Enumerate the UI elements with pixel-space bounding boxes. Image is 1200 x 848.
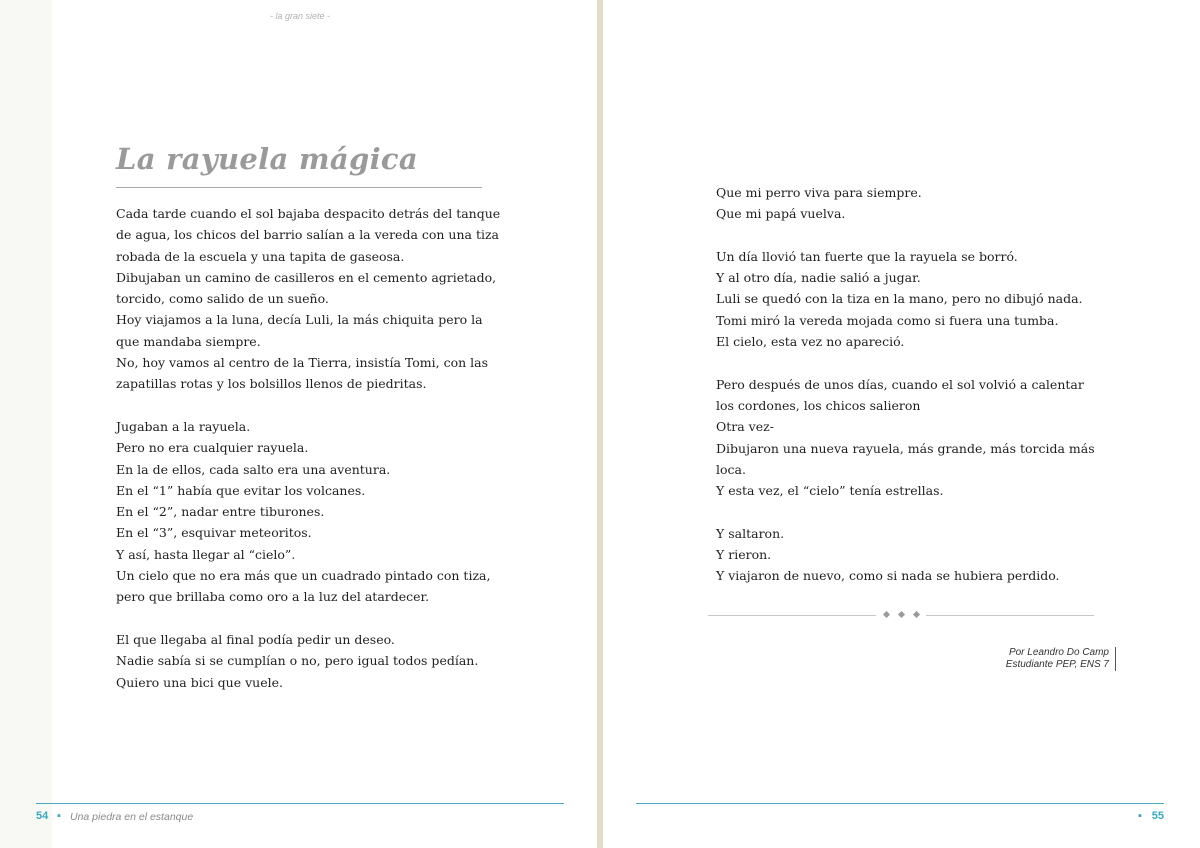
text-line: pero que brillaba como oro a la luz del atardecer. <box>116 589 430 605</box>
text-line: Un cielo que no era más que un cuadrado pintado con tiza, <box>116 568 491 584</box>
footer-rule-right <box>636 803 1164 804</box>
text-line: En el “2”, nadar entre tiburones. <box>116 504 325 520</box>
text-line: El cielo, esta vez no apareció. <box>716 334 905 350</box>
text-line: loca. <box>716 461 746 477</box>
text-line: Dibujaron una nueva rayuela, más grande, más torcida más <box>716 440 1095 456</box>
text-line: El que llegaba al final podía pedir un deseo. <box>116 631 395 647</box>
text-line: Otra vez- <box>716 419 774 435</box>
text-line: Y esta vez, el “cielo” tenía estrellas. <box>716 483 944 499</box>
text-line: Tomi miró la vereda mojada como si fuera una tumba. <box>716 312 1059 328</box>
divider-rule-right <box>926 615 1094 616</box>
text-line: En el “1” había que evitar los volcanes. <box>116 482 366 498</box>
text-line: zapatillas rotas y los bolsillos llenos de piedritas. <box>116 376 427 392</box>
text-line: Hoy viajamos a la luna, decía Luli, la más chiquita pero la <box>116 312 483 328</box>
text-line: Que mi perro viva para siempre. <box>716 185 922 200</box>
divider-diamond-icon <box>898 611 905 618</box>
text-line: En la de ellos, cada salto era una aventura. <box>116 461 391 477</box>
paragraph <box>116 203 501 395</box>
paragraph <box>716 374 1116 502</box>
page-number-left: 54 <box>36 810 49 822</box>
paragraph <box>716 182 1116 225</box>
left-page-text <box>116 203 501 693</box>
text-line: Y saltaron. <box>716 525 785 541</box>
text-line: Pero después de unos días, cuando el sol volvió a calentar <box>716 376 1084 392</box>
footer-rule-left <box>36 803 564 804</box>
paragraph <box>116 416 496 608</box>
author-signature <box>1006 647 1116 671</box>
book-gutter <box>597 0 603 848</box>
text-line: Y rieron. <box>716 547 772 563</box>
divider-rule-left <box>708 615 876 616</box>
title-underline <box>116 187 482 188</box>
text-line: Y viajaron de nuevo, como si nada se hubiera perdido. <box>716 568 1060 584</box>
footer-bullet-icon: ▪ <box>1138 810 1142 822</box>
text-line: Dibujaban un camino de casilleros en el cemento agrietado, <box>116 269 497 285</box>
author-name: Por Leandro Do Camp <box>1008 647 1109 658</box>
text-line: Quiero una bici que vuele. <box>116 674 283 690</box>
text-line: torcido, como salido de un sueño. <box>116 291 329 307</box>
divider-diamond-icon <box>913 611 920 618</box>
author-affiliation: Estudiante PEP, ENS 7 <box>1005 659 1109 670</box>
text-line: Jugaban a la rayuela. <box>116 418 251 434</box>
text-line: de agua, los chicos del barrio salían a la vereda con una tiza <box>116 227 500 243</box>
running-head: - la gran siete - <box>269 11 331 21</box>
text-line: Un día llovió tan fuerte que la rayuela se borró. <box>716 248 1018 264</box>
text-line: robada de la escuela y una tapita de gaseosa. <box>116 248 405 264</box>
text-line: Nadie sabía si se cumplían o no, pero igual todos pedían. <box>116 653 479 669</box>
text-line: En el “3”, esquivar meteoritos. <box>116 525 312 541</box>
paragraph <box>716 246 1116 352</box>
text-line: Cada tarde cuando el sol bajaba despacito detrás del tanque <box>116 206 501 221</box>
footer-bullet-icon: ▪ <box>57 810 61 822</box>
story-title: La rayuela mágica <box>116 142 418 176</box>
page-number-right: 55 <box>1151 810 1164 822</box>
text-line: Y así, hasta llegar al “cielo”. <box>116 546 296 562</box>
footer-book-title: Una piedra en el estanque <box>70 811 194 823</box>
text-line: Que mi papá vuelva. <box>716 206 846 222</box>
text-line: que mandaba siempre. <box>116 333 261 349</box>
page-edge-shade <box>0 0 52 848</box>
paragraph <box>116 629 496 693</box>
text-line: Luli se quedó con la tiza en la mano, pero no dibujó nada. <box>716 291 1083 307</box>
divider-diamond-icon <box>883 611 890 618</box>
paragraph <box>716 523 1116 587</box>
text-line: los cordones, los chicos salieron <box>716 397 921 413</box>
right-page-text <box>716 182 1116 587</box>
text-line: No, hoy vamos al centro de la Tierra, insistía Tomi, con las <box>116 355 488 371</box>
text-line: Y al otro día, nadie salió a jugar. <box>716 270 921 286</box>
text-line: Pero no era cualquier rayuela. <box>116 440 309 456</box>
section-divider <box>708 609 1094 621</box>
